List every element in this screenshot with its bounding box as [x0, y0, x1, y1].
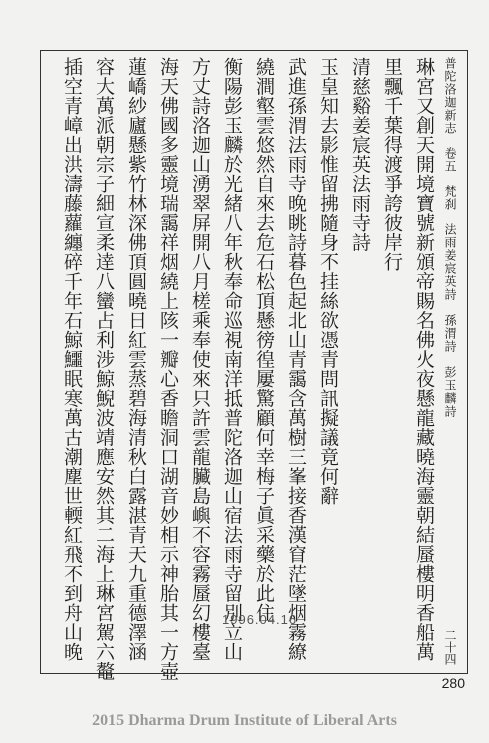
page-number: 280	[441, 675, 465, 691]
text-column-12: 插空青嶂出洪濤藤蘿纏碎千年石鯨鱷眠寒萬古潮塵世輭紅飛不到舟山晚	[61, 57, 83, 662]
text-column-1: 琳宮又創天開境寶號新頒帝賜名佛火夜懸龍藏曉海靈朝結蜃樓明香船萬	[413, 57, 435, 662]
page-number-chinese: 二十四	[443, 629, 457, 665]
text-column-8: 方丈詩洛迦山湧翠屏開八月槎乘奉使來只許雲龍臟島嶼不容霧蜃幻樓臺	[189, 57, 211, 662]
text-column-3: 清慈谿姜宸英法雨寺詩	[349, 57, 371, 252]
date-stamp: 1996.04.16	[222, 612, 298, 627]
footer-watermark: 2015 Dharma Drum Institute of Liberal Arts	[92, 712, 397, 729]
running-head	[441, 57, 459, 418]
text-column-6: 繞澗壑雲悠然自來去危石松頂懸徬徨屢驚顧何幸梅子眞采藥於此住	[253, 57, 275, 623]
subjects-label: 法雨姜宸英詩 孫渭詩 彭玉麟詩	[443, 223, 457, 418]
text-column-11: 容大萬派朝宗子細宣柔逹八蠻占利涉鯨鯢波靖應安然其二海上琳宮駕六鼇	[93, 57, 115, 681]
text-column-9: 海天佛國多靈境瑞靄祥烟繞上陔一瓣心香瞻洞口湖音妙相示神胎其一方壺	[157, 57, 179, 681]
text-column-2: 里飄千葉得渡爭誇彼岸行	[381, 57, 403, 272]
book-title: 普陀洛迦新志	[443, 57, 457, 135]
text-column-10: 蓮嶠紗廬懸紫竹林深佛頂圓曉日紅雲蒸碧海清秋白露湛青天九重德澤涵	[125, 57, 147, 662]
page-frame	[40, 50, 468, 681]
text-column-5: 武進孫渭法雨寺晚眺詩暮色起北山青靄含萬樹三峯接香漢窅茫墜烟霧繚	[285, 57, 307, 662]
section-label: 梵刹	[443, 185, 457, 211]
text-column-7: 衡陽彭玉麟於光緒八年秋奉命巡視南洋抵普陀洛迦山宿法雨寺留別立山	[221, 57, 243, 662]
text-column-4: 玉皇知去影惟留拂隨身不挂絲欲憑青問訊擬議竟何辭	[317, 57, 339, 506]
volume-label: 卷五	[443, 147, 457, 173]
